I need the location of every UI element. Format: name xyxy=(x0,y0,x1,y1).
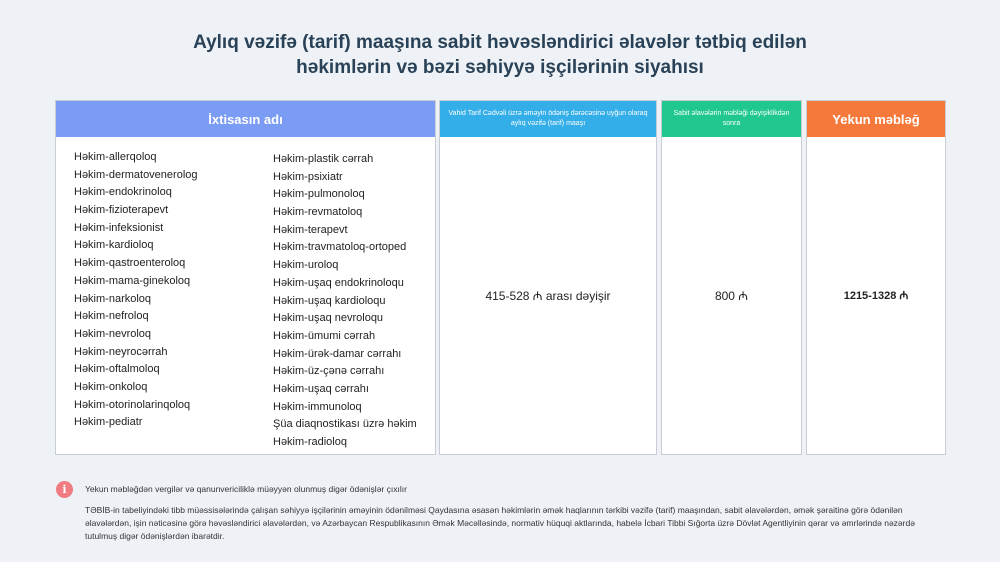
specialty-list-right xyxy=(273,151,417,452)
specialty-item: Həkim-üz-çənə cərrahı xyxy=(273,365,385,378)
specialty-item: Həkim-uroloq xyxy=(273,259,339,272)
specialty-item: Həkim-pediatr xyxy=(74,416,143,429)
specialty-item: Həkim-ürək-damar cərrahı xyxy=(273,347,402,360)
specialty-item: Şüa diaqnostikası üzrə həkim xyxy=(273,418,417,431)
specialty-list-left xyxy=(74,149,198,432)
specialty-item: Həkim-nefroloq xyxy=(74,310,149,323)
total-header: Yekun məbləğ xyxy=(807,101,945,137)
specialty-item: Həkim-radioloq xyxy=(273,436,347,448)
specialty-item: Həkim-qastroenteroloq xyxy=(74,257,186,270)
specialty-item: Həkim-mama-ginekoloq xyxy=(74,274,191,287)
specialty-item: Həkim-onkoloq xyxy=(74,380,148,393)
specialty-header: İxtisasın adı xyxy=(56,101,435,137)
specialty-item: Həkim-revmatoloq xyxy=(273,206,363,219)
specialty-item: Həkim-nevroloq xyxy=(74,327,152,340)
tariff-header: Vahid Tarif Cədvəli üzrə əməyin ödəniş dərəcəsinə uyğun olaraq aylıq vəzifə (tarif) maaşı xyxy=(440,101,656,137)
specialty-item: Həkim-infeksionist xyxy=(74,221,164,234)
specialty-item: Həkim-ümumi cərrah xyxy=(273,329,376,342)
specialty-item: Həkim-uşaq cərrahı xyxy=(273,382,369,395)
specialty-item: Həkim-otorinolarinqoloq xyxy=(74,398,191,411)
after-change-column xyxy=(661,100,802,455)
specialty-item: Həkim-uşaq kardioloqu xyxy=(273,294,386,307)
specialty-item: Həkim-uşaq endokrinoloqu xyxy=(273,276,404,289)
specialty-item: Həkim-oftalmoloq xyxy=(74,363,160,376)
info-icon: i xyxy=(56,481,73,498)
title-line-1: Aylıq vəzifə (tarif) maaşına sabit həvəsləndirici əlavələr tətbiq edilən xyxy=(193,32,807,53)
tariff-column xyxy=(439,100,657,455)
total-column xyxy=(806,100,946,455)
page-title xyxy=(0,30,1000,80)
specialty-item: Həkim-uşaq nevroloqu xyxy=(273,312,384,325)
specialty-item: Həkim-allerqoloq xyxy=(74,151,157,163)
specialty-item: Həkim-terapevt xyxy=(273,223,348,236)
tariff-value: 415-528 ₼ arası dəyişir xyxy=(485,289,611,303)
after-change-header: Sabit əlavələrin məbləği dəyişiklikdən sonra xyxy=(662,101,801,137)
specialty-item: Həkim-endokrinoloq xyxy=(74,186,172,199)
specialty-item: Həkim-plastik cərrah xyxy=(273,153,374,165)
specialty-item: Həkim-kardioloq xyxy=(74,239,154,252)
after-change-value: 800 ₼ xyxy=(714,289,749,303)
salary-composition-note: TƏBİB-in tabeliyindəki tibb müəssisələrində çalışan səhiyyə işçilərinin əməyinin ödənilməsi Qaydasına əsasən həkimlərin əmək haqlarının tərkibi vəzifə (tarif) maaşından, sabit əlavələrdən, əmək şəraitinə görə ödənilən əlavələrdən, işin nəticəsinə görə həvəsləndirici əlavələrdən, və Azərbaycan Respublikasının Əmək Məcəlləsində, normativ hüquqi aktlarında, habelə İcbari Tibbi Sığorta üzrə Dövlət Agentliyinin qərar və əmrlərində nəzərdə tutulmuş digər ödənişlərdən ibarətdir. xyxy=(85,505,915,541)
specialty-item: Həkim-dermatovenerolog xyxy=(74,168,198,181)
specialty-item: Həkim-travmatoloq-ortoped xyxy=(273,241,407,254)
specialty-item: Həkim-neyrocərrah xyxy=(74,345,168,358)
specialty-item: Həkim-pulmonoloq xyxy=(273,188,365,201)
total-value: 1215-1328 ₼ xyxy=(843,290,909,302)
tax-note: Yekun məbləğdən vergilər və qanunvericiliklə müəyyən olunmuş digər ödənişlər çıxılır xyxy=(85,484,407,494)
specialty-item: Həkim-fizioterapevt xyxy=(74,204,169,217)
specialty-column xyxy=(55,100,436,455)
title-line-2: həkimlərin və bəzi səhiyyə işçilərinin siyahısı xyxy=(296,57,704,78)
specialty-item: Həkim-immunoloq xyxy=(273,400,362,413)
specialty-item: Həkim-narkoloq xyxy=(74,292,152,305)
specialty-item: Həkim-psixiatr xyxy=(273,170,343,183)
